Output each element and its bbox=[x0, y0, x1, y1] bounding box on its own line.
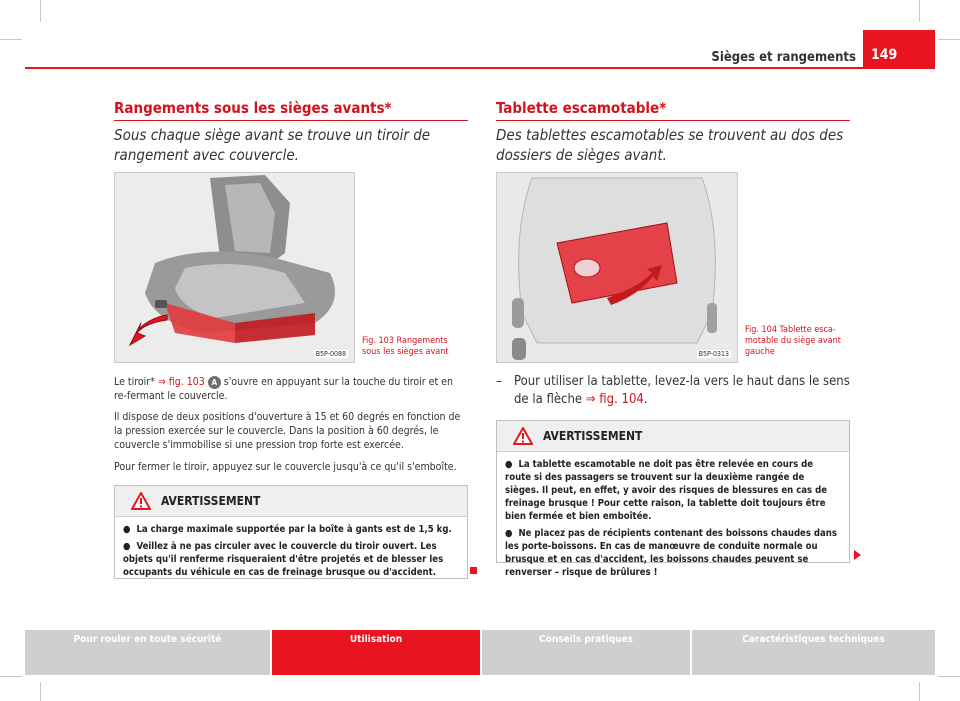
figure-caption bbox=[745, 325, 855, 358]
warning-item-text: La charge maximale supportée par la boîte à gants est de 1,5 kg. bbox=[136, 524, 452, 535]
paragraph-text: s'ouvre en appuyant sur la touche du tiroir et en re-fermant le couvercle. bbox=[114, 376, 453, 402]
warning-item-text: Veillez à ne pas circuler avec le couvercle du tiroir ouvert. Les objets qu'il renferme risqueraient d'être projetés et de blesser les occupants du véhicule en cas de freinage brusque ou d'accident. bbox=[123, 541, 444, 578]
caption-line: gauche bbox=[745, 347, 775, 357]
caption-line: Fig. 103 Rangements bbox=[362, 336, 448, 346]
left-intro: Sous chaque siège avant se trouve un tiroir de rangement avec couvercle. bbox=[114, 126, 431, 164]
warning-body bbox=[497, 452, 849, 579]
footer-tab-tips[interactable]: Conseils pratiques bbox=[482, 630, 690, 675]
step-end: . bbox=[643, 392, 648, 407]
right-intro: Des tablettes escamotables se trouvent au dos des dossiers de sièges avant. bbox=[496, 126, 844, 164]
paragraph: Il dispose de deux positions d'ouverture à 15 et 60 degrés en fonction de la pression exercée sur le couvercle. Dans la position à 60 degrés, le couvercle s'immobilise si une pression trop forte est exercée. bbox=[114, 411, 461, 451]
seat-illustration bbox=[115, 173, 354, 362]
tray-illustration bbox=[497, 173, 737, 362]
continue-arrow-icon bbox=[854, 550, 861, 560]
warning-triangle-icon bbox=[131, 492, 151, 510]
warning-title: AVERTISSEMENT bbox=[543, 429, 643, 443]
crop-mark bbox=[40, 0, 41, 22]
figure-tray-table bbox=[496, 172, 738, 363]
warning-box bbox=[496, 420, 850, 578]
warning-triangle-icon bbox=[513, 427, 533, 445]
figure-caption bbox=[362, 336, 467, 358]
step-text: Pour utiliser la tablette, levez-la vers le haut dans le sens de la flèche bbox=[514, 374, 850, 407]
warning-body bbox=[115, 517, 467, 579]
right-heading: Tablette escamotable* bbox=[496, 99, 667, 117]
step-dash: – bbox=[496, 374, 502, 389]
left-heading: Rangements sous les sièges avants* bbox=[114, 99, 392, 117]
section-end-square-icon bbox=[470, 567, 477, 574]
caption-line: sous les sièges avant bbox=[362, 347, 449, 357]
figure-seat-drawer bbox=[114, 172, 355, 363]
paragraph bbox=[114, 375, 468, 403]
bullet-icon: ● bbox=[123, 524, 131, 535]
warning-item bbox=[123, 523, 459, 536]
right-heading-rule bbox=[496, 120, 850, 121]
footer-tab-safety[interactable]: Pour rouler en toute sécurité bbox=[25, 630, 270, 675]
crop-mark bbox=[919, 682, 920, 701]
warning-item-text: Ne placez pas de récipients contenant des boissons chaudes dans les porte-boissons. En cas de manœuvre de conduite normale ou brusque et en cas d'accident, les boissons chaudes peuvent se renverser – risque de brûlures ! bbox=[505, 528, 837, 578]
warning-item-text: La tablette escamotable ne doit pas être relevée en cours de route si des passagers se trouvent sur la deuxième rangée de sièges. Il peut, en effet, y avoir des risques de blessures en cas de freinage brusque ! Pour cette raison, la tablette doit toujours être bien fermée et bien emboîtée. bbox=[505, 459, 828, 522]
crop-mark bbox=[0, 676, 22, 677]
figure-code: B5P-0088 bbox=[315, 350, 346, 358]
warning-item bbox=[505, 527, 841, 579]
bullet-icon: ● bbox=[505, 528, 513, 539]
section-title: Sièges et rangements bbox=[711, 50, 856, 65]
bullet-icon: ● bbox=[123, 541, 131, 552]
footer-tab-usage[interactable]: Utilisation bbox=[272, 630, 480, 675]
crop-mark bbox=[0, 39, 22, 40]
header-rule bbox=[25, 67, 935, 69]
warning-header bbox=[115, 486, 467, 517]
paragraph: Pour fermer le tiroir, appuyez sur le couvercle jusqu'à ce qu'il s'emboîte. bbox=[114, 461, 457, 473]
warning-header bbox=[497, 421, 849, 452]
figure-reference-link[interactable]: ⇒ fig. 104 bbox=[585, 392, 644, 407]
crop-mark bbox=[919, 0, 920, 22]
caption-line: motable du siège avant bbox=[745, 336, 841, 346]
bullet-icon: ● bbox=[505, 459, 513, 470]
figure-reference-link[interactable]: ⇒ fig. 103 bbox=[157, 376, 205, 388]
crop-mark bbox=[938, 39, 960, 40]
marker-a-icon: A bbox=[208, 376, 221, 389]
warning-title: AVERTISSEMENT bbox=[161, 494, 261, 508]
step-body bbox=[496, 373, 850, 409]
warning-item bbox=[123, 540, 459, 579]
left-heading-rule bbox=[114, 120, 468, 121]
instruction-step bbox=[496, 373, 850, 409]
crop-mark bbox=[40, 682, 41, 701]
warning-item bbox=[505, 458, 841, 523]
footer-tab-specs[interactable]: Caractéristiques techniques bbox=[692, 630, 935, 675]
paragraph-text: Le tiroir* bbox=[114, 376, 158, 388]
figure-code: B5P-0313 bbox=[698, 350, 729, 358]
caption-line: Fig. 104 Tablette esca- bbox=[745, 325, 836, 335]
warning-box bbox=[114, 485, 468, 579]
crop-mark bbox=[938, 676, 960, 677]
page-number: 149 bbox=[863, 30, 935, 67]
